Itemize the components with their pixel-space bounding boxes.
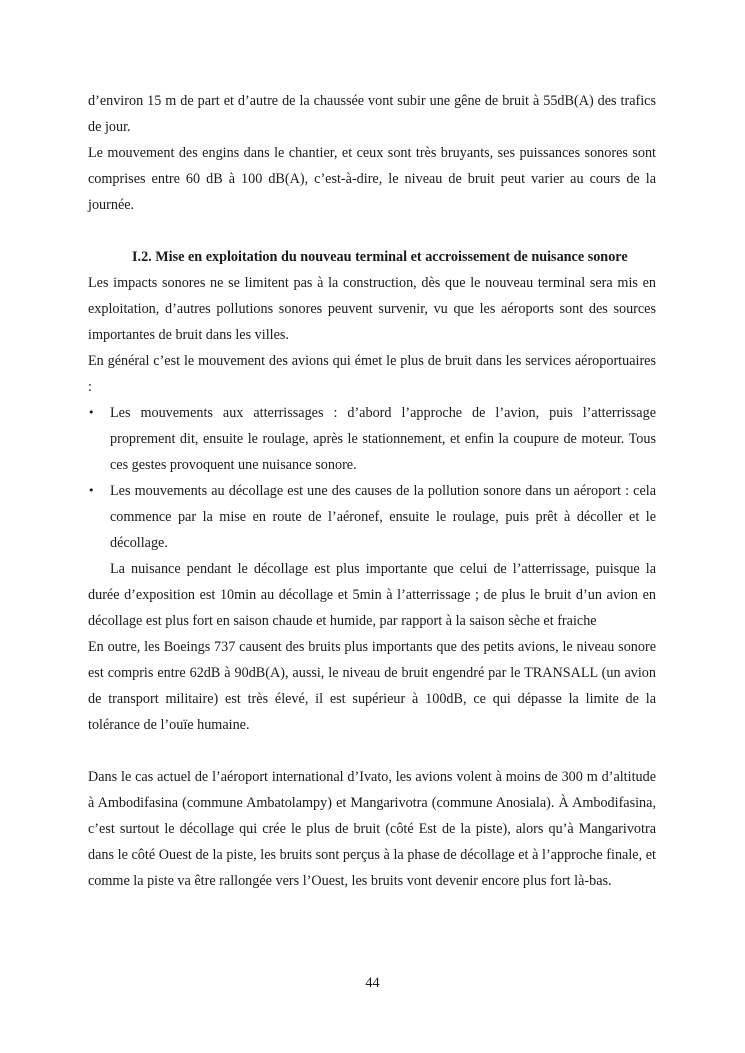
document-body [88,88,656,894]
paragraph-aircraft-movements: En général c’est le mouvement des avions qui émet le plus de bruit dans les services aéroportuaires : [88,353,656,395]
section-heading: I.2. Mise en exploitation du nouveau terminal et accroissement de nuisance sonore [132,249,628,265]
paragraph-noise-roadside: d’environ 15 m de part et d’autre de la chaussée vont subir une gêne de bruit à 55dB(A) des trafics de jour. [88,93,656,135]
paragraph-construction-machinery: Le mouvement des engins dans le chantier, et ceux sont très bruyants, ses puissances sonores sont comprises entre 60 dB à 100 dB(A), c’est-à-dire, le niveau de bruit peut varier au cours de la journée. [88,145,656,213]
paragraph-takeoff-nuisance: La nuisance pendant le décollage est plus importante que celui de l’atterrissage, puisque la durée d’exposition est 10min au décollage et 5min à l’atterrissage ; de plus le bruit d’un avion en décollage est plus fort en saison chaude et humide, par rapport à la saison sèche et fraiche [88,561,656,629]
paragraph-ivato-airport: Dans le cas actuel de l’aéroport international d’Ivato, les avions volent à moins de 300 m d’altitude à Ambodifasina (commune Ambatolampy) et Mangarivotra (commune Anosiala). À Ambodifasina, c’est surtout le décollage qui crée le plus de bruit (côté Est de la piste), alors qu’à Mangarivotra dans le côté Ouest de la piste, les bruits sont perçus à la phase de décollage et à l’approche finale, et comme la piste va être rallongée vers l’Ouest, les bruits vont devenir encore plus fort là-bas. [88,769,656,889]
page-number: 44 [365,975,380,991]
bullet-list [88,400,656,556]
bullet-icon: • [88,484,95,497]
paragraph-operation-impacts: Les impacts sonores ne se limitent pas à la construction, dès que le nouveau terminal sera mis en exploitation, d’autres pollutions sonores peuvent survenir, vu que les aéroports sont des sources importantes de bruit dans les villes. [88,275,656,343]
bullet-text-takeoff: Les mouvements au décollage est une des causes de la pollution sonore dans un aéroport : cela commence par la mise en route de l’aéronef, ensuite le roulage, puis prêt à décoller et le décollage. [110,483,656,551]
bullet-item-landing [88,400,656,478]
bullet-item-takeoff [88,478,656,556]
paragraph-boeing-transall: En outre, les Boeings 737 causent des bruits plus importants que des petits avions, le niveau sonore est compris entre 62dB à 90dB(A), aussi, le niveau de bruit engendré par le TRANSALL (un avion de transport militaire) est très élevé, il est supérieur à 100dB, ce qui dépasse la limite de la tolérance de l’ouïe humaine. [88,639,656,733]
bullet-text-landing: Les mouvements aux atterrissages : d’abord l’approche de l’avion, puis l’atterrissage proprement dit, ensuite le roulage, après le stationnement, et enfin la coupure de moteur. Tous ces gestes provoquent une nuisance sonore. [110,405,656,473]
bullet-icon: • [88,406,95,419]
